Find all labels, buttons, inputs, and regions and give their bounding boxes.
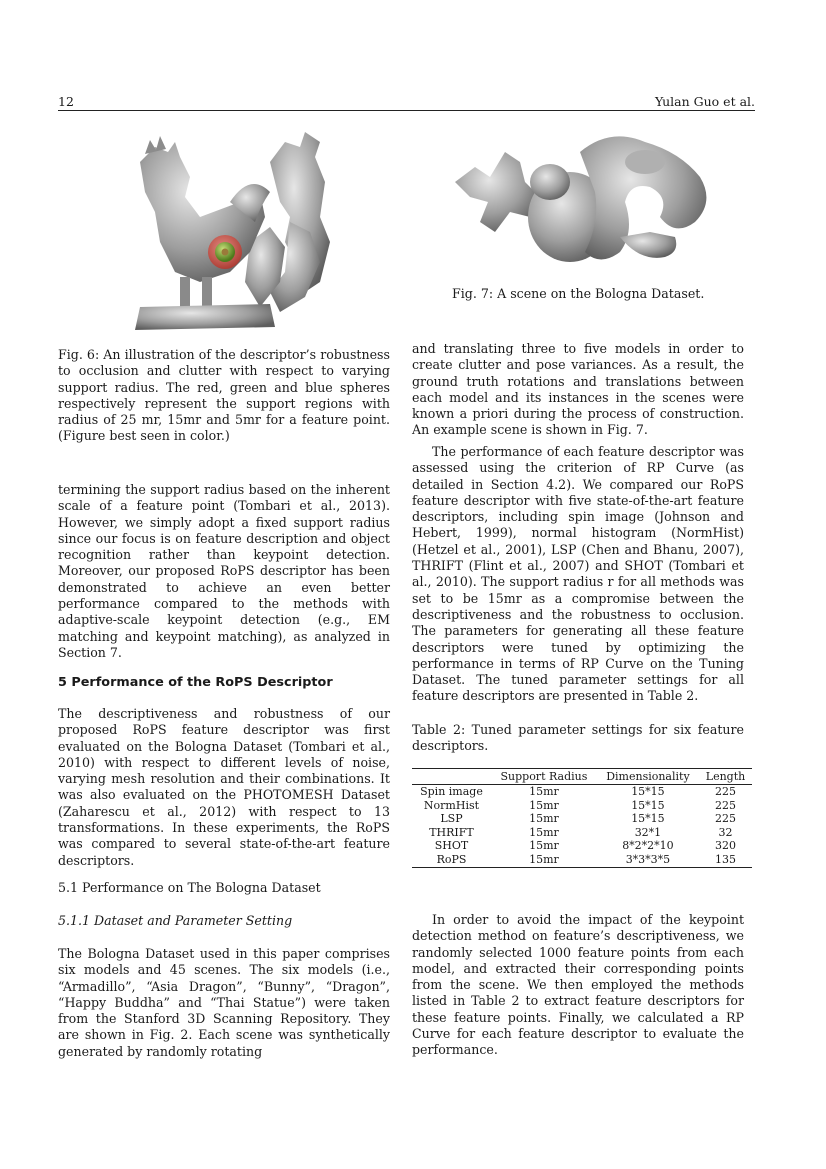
table-row (412, 853, 752, 867)
table-row (412, 826, 752, 840)
fig7-image (450, 122, 725, 274)
table-cell: 32*1 (634, 825, 662, 839)
table-cell: NormHist (423, 798, 480, 812)
right-para-1: and translating three to five models in order to create clutter and pose variances. As a result, the ground truth rotations and translations between each model and its instances in the scenes were known a priori during the process of construction. An example scene is shown in Fig. 7. (412, 341, 744, 438)
running-author: Yulan Guo et al. (654, 94, 755, 109)
table-cell: 320 (715, 839, 736, 853)
table-cell: 15mr (529, 785, 559, 798)
section-paragraph: The descriptiveness and robustness of our proposed RoPS feature descriptor was first evaluated on the Bologna Dataset (Tombari et al., 2010) with respect to different levels of noise, varying mesh resolution and their combinations. It was also evaluated on the PHOTOMESH Dataset (Zaharescu et al., 2012) with respect to 13 transformations. In these experiments, the RoPS was compared to several state-of-the-art feature descriptors. (58, 706, 390, 868)
fig6-rooster-scene (120, 122, 380, 334)
fig6-image (120, 122, 380, 334)
blue-sphere (222, 249, 229, 256)
table-row (412, 799, 752, 813)
table-header-cell: Length (699, 769, 752, 785)
header-rule (58, 110, 755, 111)
right-para-2: The performance of each feature descriptor was assessed using the criterion of RP Curve (as detailed in Section 4.2). We compared our RoPS feature descriptor with five state-of-the-art feature descriptors, including spin image (Johnson and Hebert, 1999), normal histogram (NormHist) (Hetzel et al., 2001), LSP (Chen and Bhanu, 2007), THRIFT (Flint et al., 2007) and SHOT (Tombari et al., 2010). The support radius r for all methods was set to be 15mr as a compromise between the descriptiveness and the robustness to occlusion. The parameters for generating all these feature descriptors were tuned by optimizing the performance in terms of RP Curve on the Tuning Dataset. The tuned parameter settings for all feature descriptors are presented in Table 2. (412, 444, 744, 704)
fig6-caption: Fig. 6: An illustration of the descriptor’s robustness to occlusion and clutter with respect to varying support radius. The red, green and blue spheres respectively represent the support regions with radius of 25 mr, 15mr and 5mr for a feature point. (Figure best seen in color.) (58, 347, 390, 444)
right-para-3: In order to avoid the impact of the keypoint detection method on feature’s descriptiveness, we randomly selected 1000 feature points from each model, and extracted their corresponding points from the scene. We then employed the methods listed in Table 2 to extract feature descriptors for these feature points. Finally, we calculated a RP Curve for each feature descriptor to evaluate the performance. (412, 912, 744, 1058)
table-cell: 3*3*3*5 (625, 852, 671, 866)
table-header-row (412, 769, 752, 785)
table-row (412, 785, 752, 799)
fig7-caption: Fig. 7: A scene on the Bologna Dataset. (452, 286, 705, 301)
table-2 (412, 768, 752, 868)
left-para-continued: termining the support radius based on the inherent scale of a feature point (Tombari et al., 2013). However, we simply adopt a fixed support radius since our focus is on feature description and object recognition rather than keypoint detection. Moreover, our proposed RoPS descriptor has been demonstrated to achieve an even better performance compared to the methods with adaptive-scale keypoint detection (e.g., EM matching and keypoint matching), as analyzed in Section 7. (58, 482, 390, 660)
table-header-cell (412, 769, 491, 785)
page-number: 12 (58, 94, 74, 109)
table-cell: 32 (718, 825, 733, 839)
table-header-cell: Support Radius (491, 769, 597, 785)
table-cell: 135 (715, 852, 736, 866)
table-cell: 15mr (529, 825, 559, 839)
table-cell: 15*15 (631, 812, 665, 826)
table-cell: 15mr (529, 798, 559, 812)
table-cell: THRIFT (429, 825, 474, 839)
fig7-bologna-scene (450, 122, 725, 274)
table-cell: LSP (440, 812, 463, 826)
table-cell: 15mr (529, 812, 559, 826)
subsubsection-title: 5.1.1 Dataset and Parameter Setting (58, 913, 293, 928)
table-cell: 8*2*2*10 (622, 839, 674, 853)
dataset-paragraph: The Bologna Dataset used in this paper comprises six models and 45 scenes. The six models (i.e., “Armadillo”, “Asia Dragon”, “Bunny”, “Dragon”, “Happy Buddha” and “Thai Statue”) were taken from the Stanford 3D Scanning Repository. They are shown in Fig. 2. Each scene was synthetically generated by randomly rotating (58, 946, 390, 1059)
table-cell: Spin image (420, 785, 483, 798)
table-cell: 225 (715, 785, 736, 798)
table-header-cell: Dimensionality (597, 769, 699, 785)
table-caption: Table 2: Tuned parameter settings for six feature descriptors. (412, 722, 744, 754)
table-cell: 225 (715, 812, 736, 826)
subsection-title: 5.1 Performance on The Bologna Dataset (58, 880, 321, 895)
table-cell: 15mr (529, 839, 559, 853)
table-cell: 225 (715, 798, 736, 812)
table-row (412, 812, 752, 826)
table-cell: 15*15 (631, 785, 665, 798)
table-cell: 15*15 (631, 798, 665, 812)
table-cell: RoPS (436, 852, 467, 866)
table-cell: SHOT (434, 839, 469, 853)
section-title: 5 Performance of the RoPS Descriptor (58, 675, 333, 690)
table-cell: 15mr (529, 852, 559, 866)
table-row (412, 839, 752, 853)
